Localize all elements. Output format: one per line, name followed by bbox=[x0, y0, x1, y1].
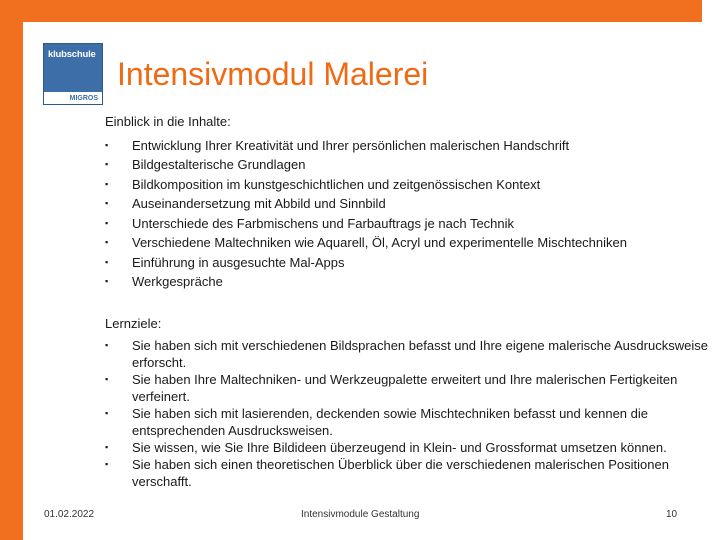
list-item: ▪ Bildgestalterische Grundlagen bbox=[105, 155, 715, 175]
list-item: ▪ Werkgespräche bbox=[105, 272, 715, 292]
orange-frame-left bbox=[0, 0, 23, 540]
section-heading-contents: Einblick in die Inhalte: bbox=[105, 114, 231, 129]
list-item: ▪ Entwicklung Ihrer Kreativität und Ihrer persönlichen malerischen Handschrift bbox=[105, 136, 715, 156]
list-item: ▪ Auseinandersetzung mit Abbild und Sinnbild bbox=[105, 194, 715, 214]
learning-goals-list bbox=[105, 337, 715, 490]
list-item: ▪ Unterschiede des Farbmischens und Farbauftrags je nach Technik bbox=[105, 214, 715, 234]
slide-title: Intensivmodul Malerei bbox=[117, 56, 429, 92]
list-item: ▪ Einführung in ausgesuchte Mal-Apps bbox=[105, 253, 715, 273]
orange-frame-top bbox=[0, 0, 702, 22]
list-item: ▪ Sie haben sich einen theoretischen Überblick über die verschiedenen malerischen Positionen verschafft. bbox=[105, 456, 715, 490]
slide-content bbox=[105, 112, 715, 490]
footer-title: Intensivmodule Gestaltung bbox=[301, 509, 420, 520]
list-item: ▪ Sie haben sich mit lasierenden, deckenden sowie Mischtechniken befasst und kennen die entsprechenden Ausdrucksweisen. bbox=[105, 405, 715, 439]
list-item: ▪ Sie haben Ihre Maltechniken- und Werkzeugpalette erweitert und Ihre malerischen Fertigkeiten verfeinert. bbox=[105, 371, 715, 405]
list-item: ▪ Verschiedene Maltechniken wie Aquarell, Öl, Acryl und experimentelle Mischtechniken bbox=[105, 233, 715, 253]
footer-date: 01.02.2022 bbox=[44, 509, 95, 520]
klubschule-logo bbox=[43, 43, 103, 105]
section-heading-learning-goals: Lernziele: bbox=[105, 315, 162, 331]
logo-top-text: klubschule bbox=[48, 49, 96, 60]
list-item: ▪ Sie haben sich mit verschiedenen Bildsprachen befasst und Ihre eigene malerische Ausdrucksweise erforscht. bbox=[105, 337, 715, 371]
logo-bottom-text: MIGROS bbox=[69, 95, 98, 102]
list-item: ▪ Bildkomposition im kunstgeschichtlichen und zeitgenössischen Kontext bbox=[105, 175, 715, 195]
contents-list bbox=[105, 136, 715, 292]
footer-page-number: 10 bbox=[666, 509, 678, 520]
list-item: ▪ Sie wissen, wie Sie Ihre Bildideen überzeugend in Klein- und Grossformat umsetzen können. bbox=[105, 439, 715, 456]
